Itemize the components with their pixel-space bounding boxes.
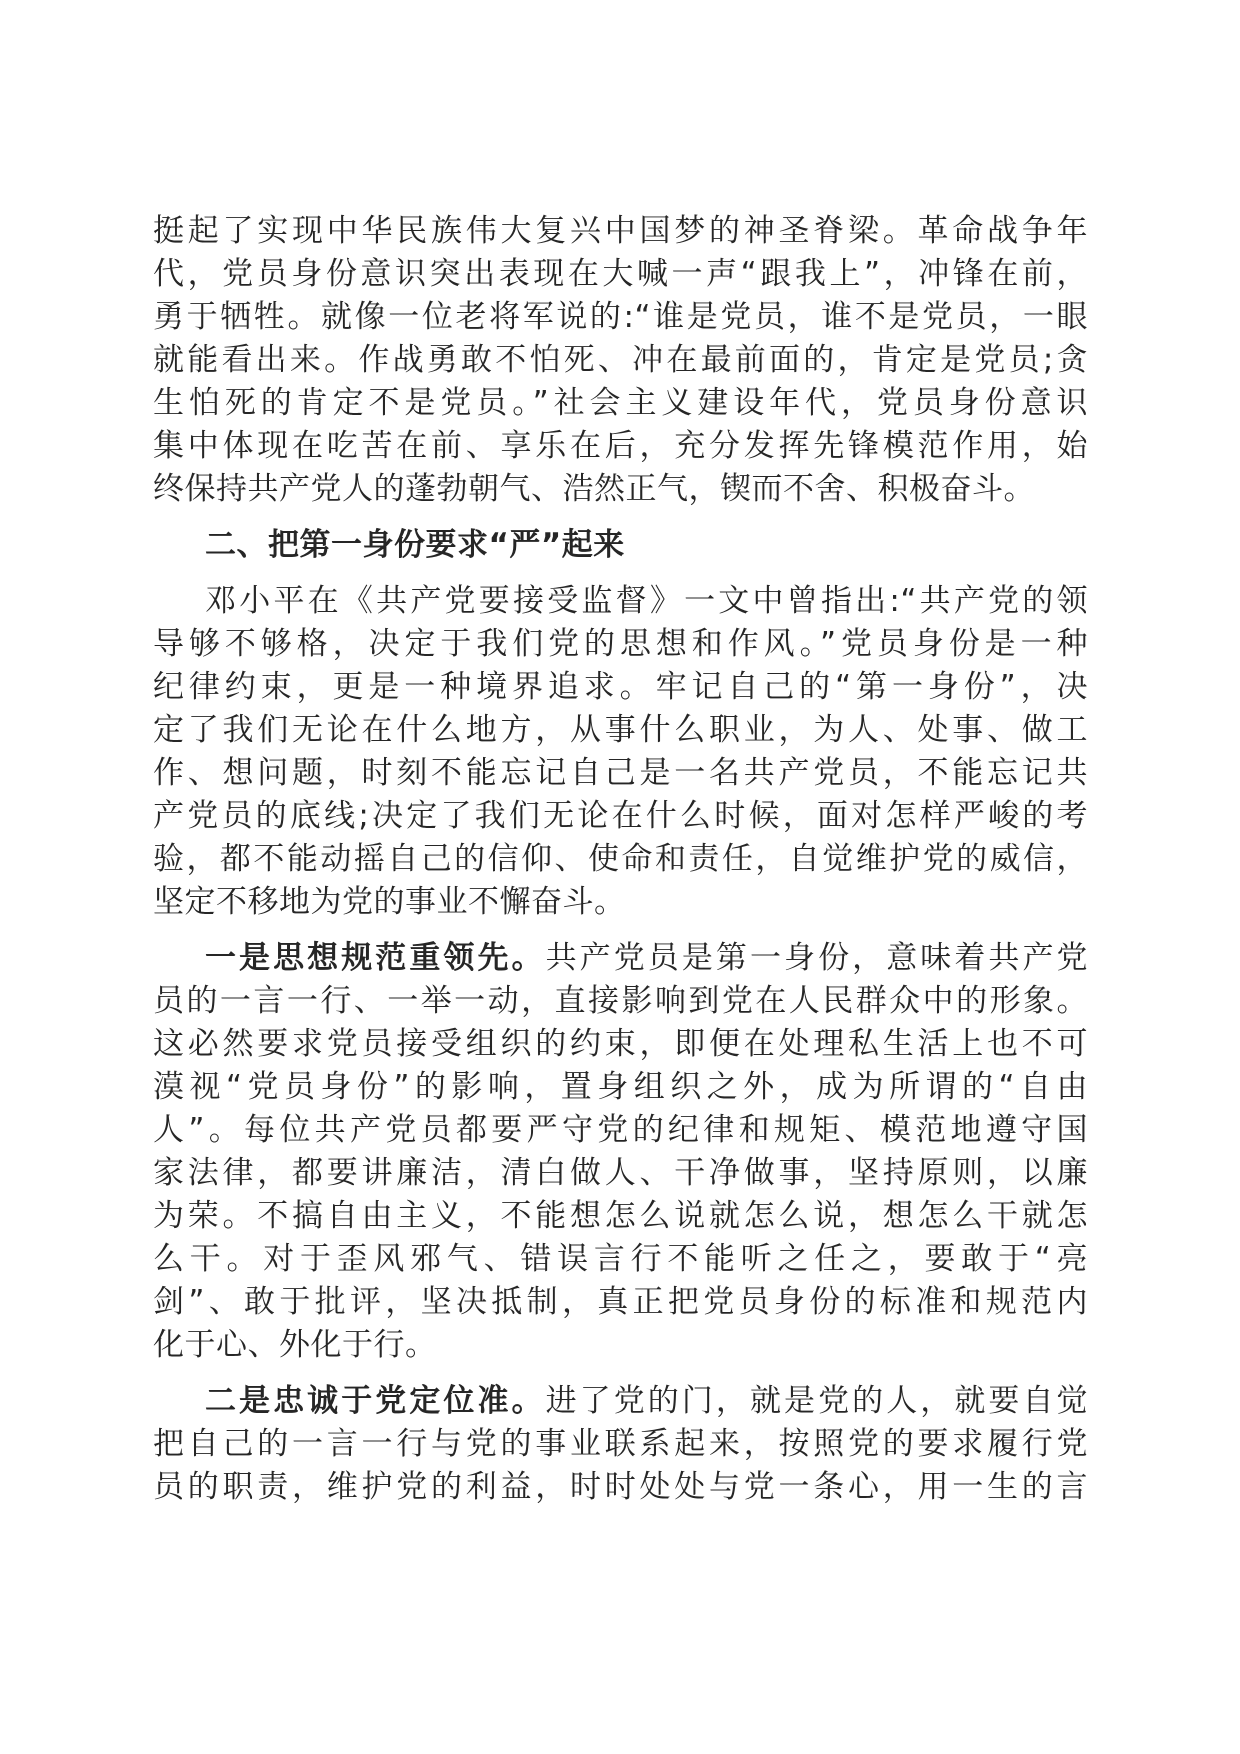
text-line: 产党员的底线;决定了我们无论在什么时候，面对怎样严峻的考 bbox=[153, 798, 1088, 834]
text-line: 把自己的一言一行与党的事业联系起来，按照党的要求履行党 bbox=[153, 1426, 1088, 1462]
text-line: 化于心、外化于行。 bbox=[153, 1327, 437, 1363]
text-line bbox=[153, 937, 1088, 980]
text-line: 验，都不能动摇自己的信仰、使命和责任，自觉维护党的威信， bbox=[153, 841, 1088, 877]
text-line: 代，党员身份意识突出表现在大喊一声“跟我上”，冲锋在前， bbox=[153, 256, 1088, 292]
text-line bbox=[153, 1380, 1088, 1423]
text-line: 就能看出来。作战勇敢不怕死、冲在最前面的，肯定是党员;贪 bbox=[153, 342, 1088, 378]
body-paragraph bbox=[153, 210, 1088, 511]
text-line: 挺起了实现中华民族伟大复兴中国梦的神圣脊梁。革命战争年 bbox=[153, 213, 1088, 249]
body-paragraph bbox=[153, 937, 1088, 1367]
body-paragraph bbox=[153, 1380, 1088, 1509]
text-line: 这必然要求党员接受组织的约束，即便在处理私生活上也不可 bbox=[153, 1026, 1088, 1062]
text-line: 员的一言一行、一举一动，直接影响到党在人民群众中的形象。 bbox=[153, 983, 1088, 1019]
paragraph-lead: 一是思想规范重领先。 bbox=[205, 940, 546, 976]
section-heading: 二、把第一身份要求“严”起来 bbox=[205, 527, 625, 563]
text-line: 终保持共产党人的蓬勃朝气、浩然正气，锲而不舍、积极奋斗。 bbox=[153, 471, 1035, 507]
text-line: 邓小平在《共产党要接受监督》一文中曾指出:“共产党的领 bbox=[205, 583, 1088, 619]
text-line: 纪律约束，更是一种境界追求。牢记自己的“第一身份”，决 bbox=[153, 669, 1088, 705]
text-segment: 共产党员是第一身份，意味着共产党 bbox=[545, 940, 1089, 976]
paragraph-lead: 二是忠诚于党定位准。 bbox=[205, 1383, 546, 1419]
document-page bbox=[153, 210, 1088, 1522]
text-line: 么干。对于歪风邪气、错误言行不能听之任之，要敢于“亮 bbox=[153, 1241, 1088, 1277]
text-line: 生怕死的肯定不是党员。”社会主义建设年代，党员身份意识 bbox=[153, 385, 1088, 421]
text-line: 家法律，都要讲廉洁，清白做人、干净做事，坚持原则，以廉 bbox=[153, 1155, 1088, 1191]
text-line: 勇于牺牲。就像一位老将军说的:“谁是党员，谁不是党员，一眼 bbox=[153, 299, 1088, 335]
text-line: 作、想问题，时刻不能忘记自己是一名共产党员，不能忘记共 bbox=[153, 755, 1088, 791]
text-line: 员的职责，维护党的利益，时时处处与党一条心，用一生的言 bbox=[153, 1469, 1088, 1505]
text-line: 漠视“党员身份”的影响，置身组织之外，成为所谓的“自由 bbox=[153, 1069, 1088, 1105]
body-paragraph bbox=[153, 580, 1088, 924]
section-heading-block bbox=[153, 524, 1088, 567]
text-line: 集中体现在吃苦在前、享乐在后，充分发挥先锋模范作用，始 bbox=[153, 428, 1088, 464]
text-line: 人”。每位共产党员都要严守党的纪律和规矩、模范地遵守国 bbox=[153, 1112, 1088, 1148]
text-segment: 进了党的门，就是党的人，就要自觉 bbox=[545, 1383, 1089, 1419]
text-line: 导够不够格，决定于我们党的思想和作风。”党员身份是一种 bbox=[153, 626, 1088, 662]
text-line: 定了我们无论在什么地方，从事什么职业，为人、处事、做工 bbox=[153, 712, 1088, 748]
text-line: 为荣。不搞自由主义，不能想怎么说就怎么说，想怎么干就怎 bbox=[153, 1198, 1088, 1234]
text-line: 坚定不移地为党的事业不懈奋斗。 bbox=[153, 884, 626, 920]
text-line: 剑”、敢于批评，坚决抵制，真正把党员身份的标准和规范内 bbox=[153, 1284, 1088, 1320]
